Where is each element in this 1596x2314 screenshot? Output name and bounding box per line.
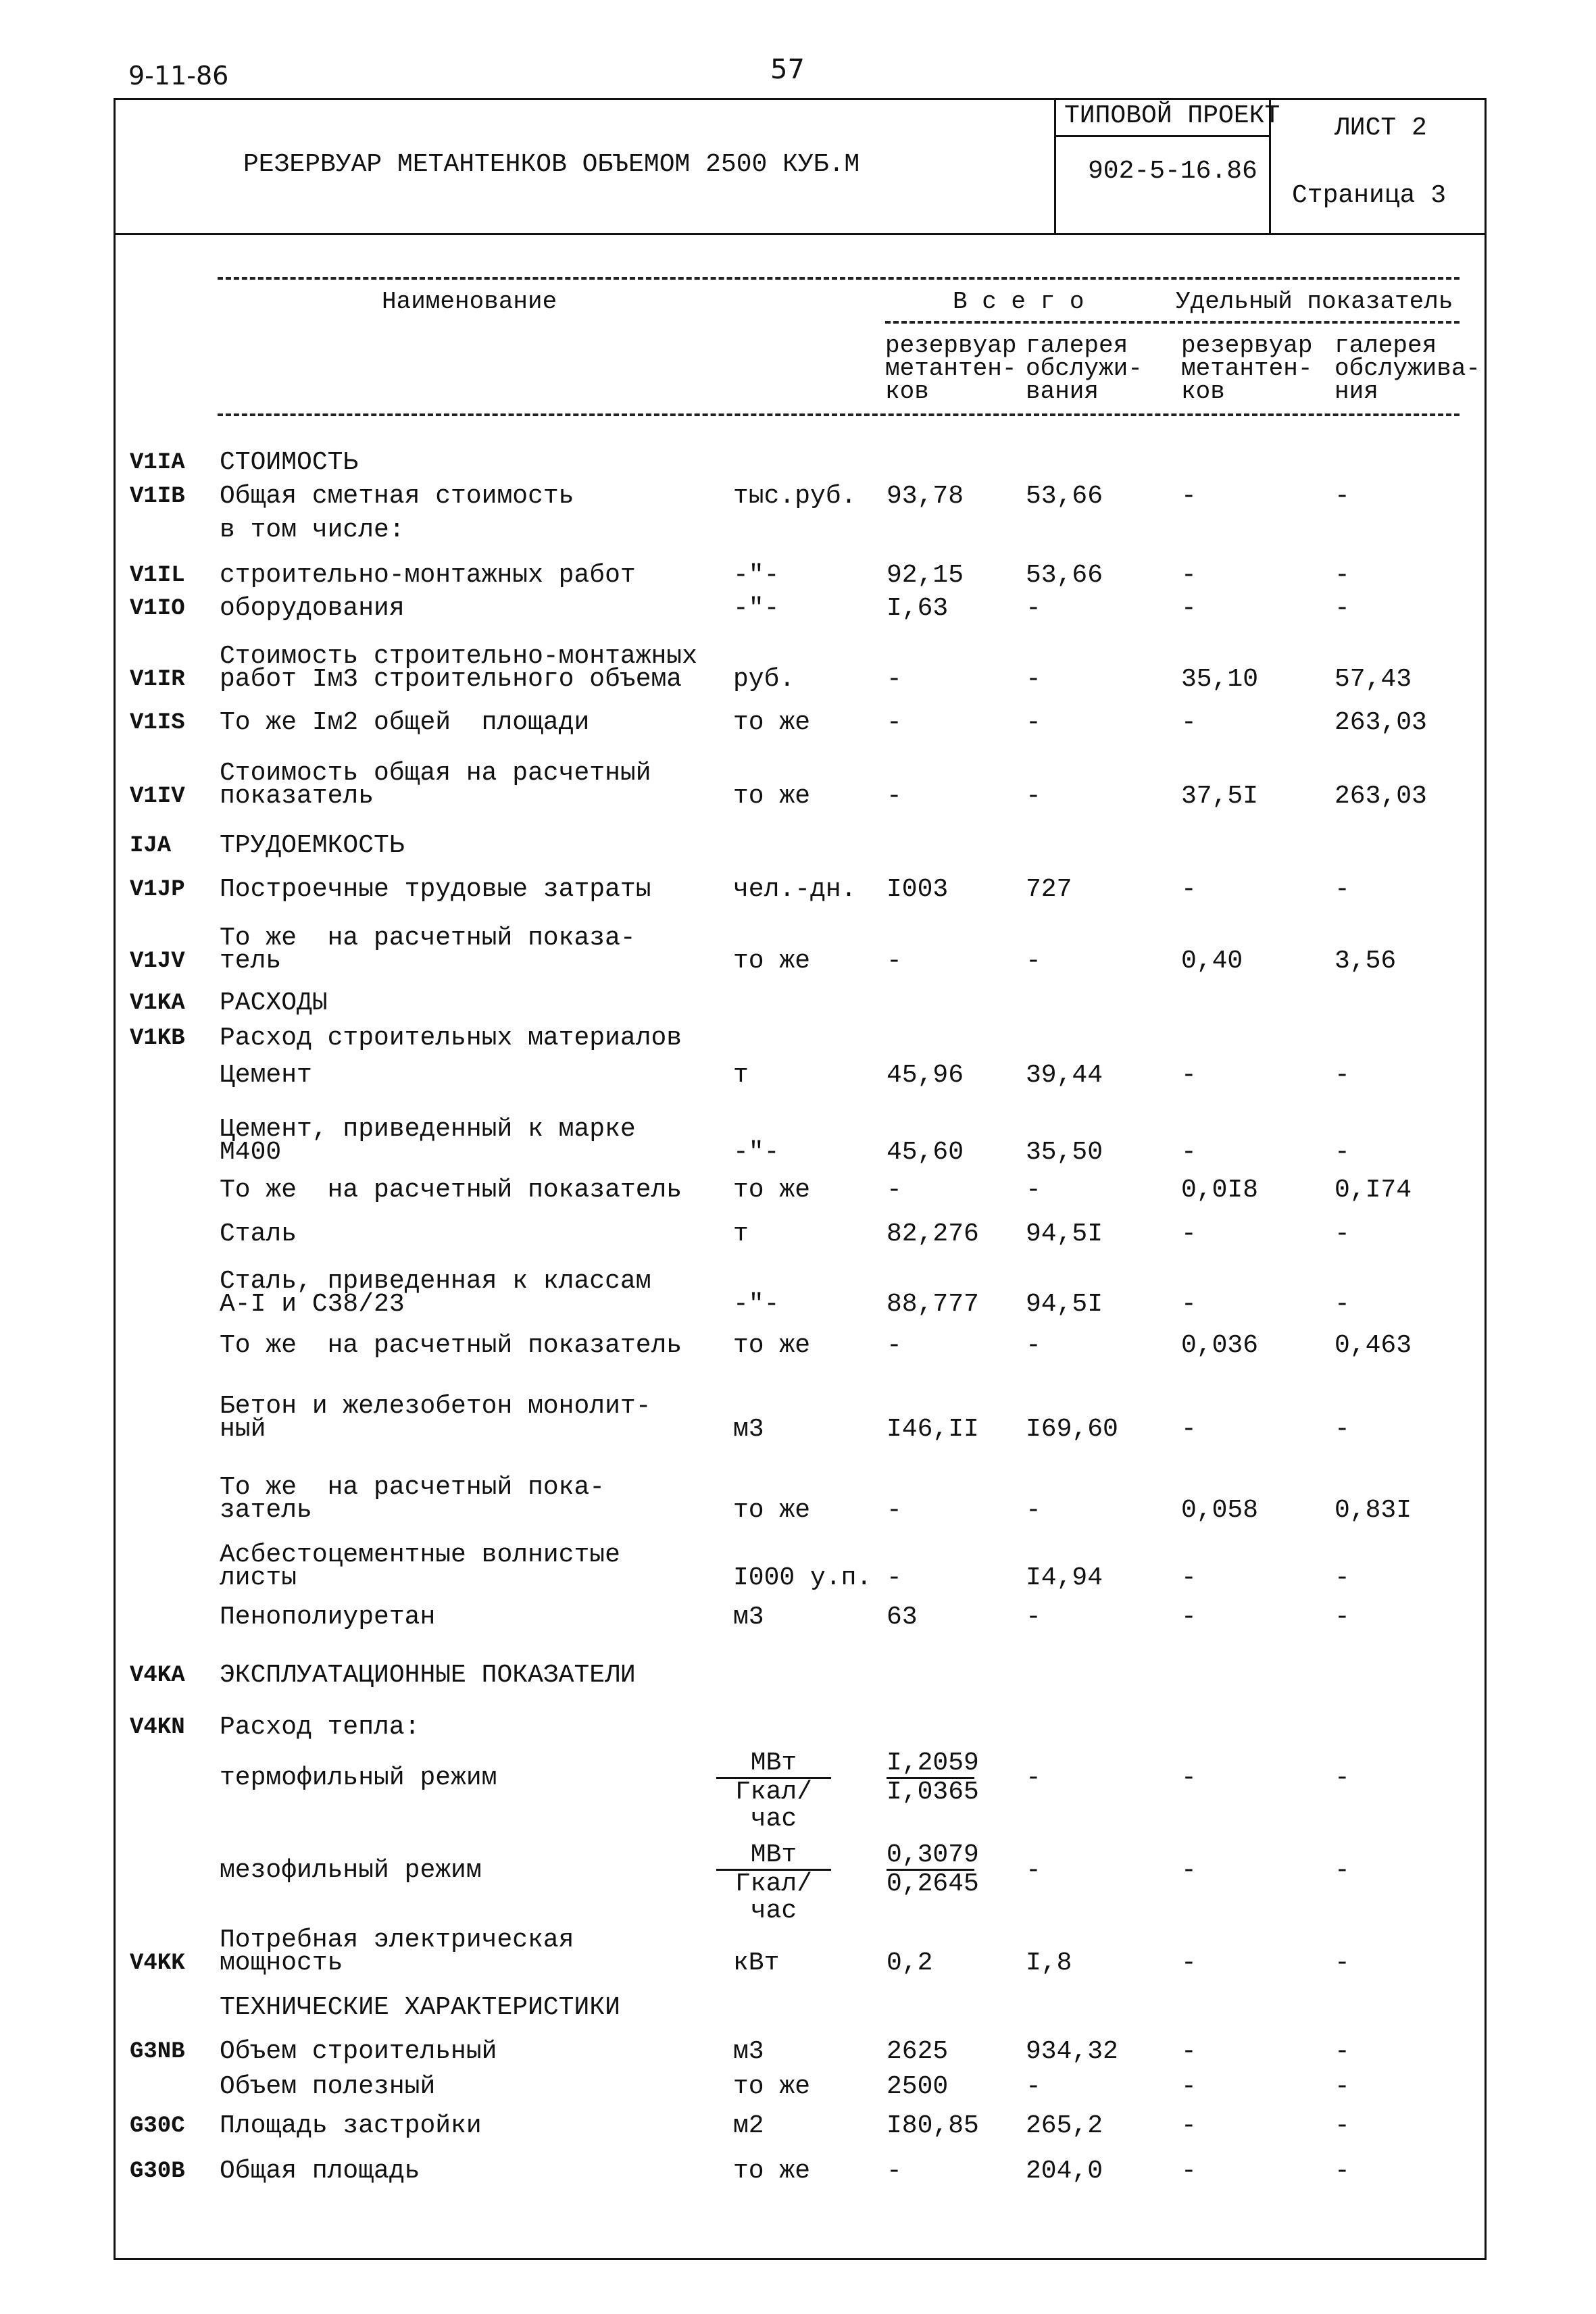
cell-v3: - [1181, 594, 1197, 623]
table-row [0, 831, 1596, 875]
cell-v2: 35,50 [1026, 1138, 1103, 1167]
cell-v2: I69,60 [1026, 1415, 1118, 1444]
header-divider-1 [1054, 98, 1056, 233]
cell-v4: - [1335, 482, 1350, 511]
cell-name: Площадь застройки [220, 2111, 482, 2140]
cell-name: То же на расчетный показатель [220, 1331, 682, 1360]
page-label: Страница 3 [1292, 181, 1447, 210]
cell-v4: 263,03 [1335, 782, 1427, 811]
sheet-number: ЛИСТ 2 [1335, 114, 1427, 143]
cell-code: V1IS [130, 710, 185, 736]
cell-name: Пенополиуретан [220, 1603, 436, 1632]
cell-v4: - [1335, 2072, 1350, 2101]
cell-v4: 263,03 [1335, 708, 1427, 737]
table-row [0, 515, 1596, 559]
cell-name: Расход тепла: [220, 1713, 420, 1742]
cell-v4: - [1335, 2037, 1350, 2066]
cell-unit: чел.-дн. [733, 875, 857, 904]
cell-v1: - [887, 947, 902, 976]
cell-v3: - [1181, 2157, 1197, 2186]
cell-v2: - [1026, 1603, 1041, 1632]
cell-v3: 37,5I [1181, 782, 1259, 811]
cell-unit: то же [733, 1496, 811, 1525]
cell-v1: 82,276 [887, 1219, 979, 1249]
cell-v3: - [1181, 1415, 1197, 1444]
cell-v1: 45,60 [887, 1138, 964, 1167]
cell-v2: - [1026, 2072, 1041, 2101]
table-row [0, 875, 1596, 919]
cell-v2: - [1026, 665, 1041, 694]
cell-unit: то же [733, 1176, 811, 1205]
project-code: 902-5-16.86 [1088, 157, 1257, 186]
cell-v1: I46,II [887, 1415, 979, 1444]
document-title: РЕЗЕРВУАР МЕТАНТЕНКОВ ОБЪЕМОМ 2500 КУБ.М [243, 150, 860, 179]
cell-name: РАСХОДЫ [220, 988, 328, 1017]
cell-v1: I80,85 [887, 2111, 979, 2140]
cell-code: V1IR [130, 667, 185, 693]
table-row [0, 1993, 1596, 2037]
table-row [0, 594, 1596, 638]
meso-value-fraction: $\frac{0,3079}{0,2645}$ [887, 1840, 979, 1898]
cell-name: Цемент [220, 1061, 312, 1090]
cell-v2: I,8 [1026, 1948, 1072, 1978]
cell-v1: - [887, 1563, 902, 1592]
cell-unit: то же [733, 947, 811, 976]
cell-code: V1IB [130, 484, 185, 509]
cell-v3: - [1181, 1290, 1197, 1319]
cell-v3: 0,036 [1181, 1331, 1259, 1360]
cell-v4: - [1335, 1856, 1350, 1885]
cell-v3: - [1181, 1603, 1197, 1632]
cell-name: ТРУДОЕМКОСТЬ [220, 831, 405, 860]
cell-v3: 0,0I8 [1181, 1176, 1259, 1205]
cell-v2: 53,66 [1026, 561, 1103, 590]
cell-v3: 35,10 [1181, 665, 1259, 694]
cell-v2: 94,5I [1026, 1219, 1103, 1249]
cell-v3: - [1181, 1563, 1197, 1592]
cell-v4: 3,56 [1335, 947, 1397, 976]
col-specific-header: Удельный показатель [1176, 288, 1453, 316]
cell-code: V1JP [130, 877, 185, 903]
cell-unit: м3 [733, 1415, 764, 1444]
cell-v2: - [1026, 1763, 1041, 1792]
cell-v2: - [1026, 782, 1041, 811]
cell-v2: I4,94 [1026, 1563, 1103, 1592]
cell-v3: - [1181, 1219, 1197, 1249]
cell-v1: I003 [887, 875, 949, 904]
cell-code: V1KB [130, 1026, 185, 1051]
cell-v2: - [1026, 1331, 1041, 1360]
cell-v1: - [887, 782, 902, 811]
cell-v4: - [1335, 1948, 1350, 1978]
cell-name: Сталь [220, 1219, 297, 1249]
cell-name: оборудования [220, 594, 405, 623]
thermo-value-fraction: $\frac{I,2059}{I,0365}$ [887, 1749, 979, 1807]
cell-v1: 92,15 [887, 561, 964, 590]
cell-unit: м3 [733, 2037, 764, 2066]
cell-unit: -"- [733, 1138, 780, 1167]
cell-v2: - [1026, 1856, 1041, 1885]
cell-v1: 63 [887, 1603, 918, 1632]
cell-v2: 727 [1026, 875, 1072, 904]
cell-code: V4KK [130, 1951, 185, 1976]
cell-code: V1IO [130, 596, 185, 622]
cell-v4: 0,463 [1335, 1331, 1412, 1360]
cell-v4: 0,83I [1335, 1496, 1412, 1525]
cell-name: Цемент, приведенный к марке М400 [220, 1115, 636, 1167]
col-total-header: В с е г о [953, 288, 1084, 316]
cell-v2: 39,44 [1026, 1061, 1103, 1090]
cell-v1: - [887, 1176, 902, 1205]
cell-v3: - [1181, 2072, 1197, 2101]
cell-name: Объем строительный [220, 2037, 497, 2066]
table-row [0, 2072, 1596, 2116]
project-label-line [1054, 135, 1269, 137]
page-number: 57 [770, 54, 805, 85]
cell-name: в том числе: [220, 515, 405, 545]
col-sp-reservoir-header: резервуар метантен- ков [1181, 332, 1313, 405]
cell-unit: -"- [733, 594, 780, 623]
header-dash-top [218, 277, 1460, 280]
cell-code: G3NB [130, 2039, 185, 2065]
cell-name: термофильный режим [220, 1763, 497, 1792]
cell-v4: - [1335, 2111, 1350, 2140]
project-label: ТИПОВОЙ ПРОЕКТ [1064, 101, 1280, 130]
document-date: 9-11-86 [128, 61, 229, 91]
cell-v2: - [1026, 1496, 1041, 1525]
cell-code: V4KN [130, 1715, 185, 1740]
cell-code: IJA [130, 833, 172, 859]
table-row [0, 1219, 1596, 1263]
cell-v3: - [1181, 1061, 1197, 1090]
cell-v4: - [1335, 2157, 1350, 2186]
cell-v4: - [1335, 875, 1350, 904]
cell-v2: 204,0 [1026, 2157, 1103, 2186]
cell-v2: 934,32 [1026, 2037, 1118, 2066]
cell-v1: 88,777 [887, 1290, 979, 1319]
cell-name: Построечные трудовые затраты [220, 875, 651, 904]
cell-name: Асбестоцементные волнистые листы [220, 1540, 620, 1592]
cell-unit: м2 [733, 2111, 764, 2140]
cell-unit: м3 [733, 1603, 764, 1632]
cell-name: Расход строительных материалов [220, 1024, 682, 1053]
cell-name: Стоимость общая на расчетный показатель [220, 759, 651, 811]
cell-unit: то же [733, 708, 811, 737]
table-row [0, 1115, 1596, 1167]
cell-code: G30C [130, 2113, 185, 2139]
cell-unit: тыс.руб. [733, 482, 857, 511]
cell-name: Стоимость строительно-монтажных работ Iм3 строительного объема [220, 642, 697, 694]
cell-v4: - [1335, 1290, 1350, 1319]
cell-v1: I,63 [887, 594, 949, 623]
col-sp-gallery-header: галерея обслужива- ния [1335, 332, 1481, 405]
cell-v2: 94,5I [1026, 1290, 1103, 1319]
cell-name: ЭКСПЛУАТАЦИОННЫЕ ПОКАЗАТЕЛИ [220, 1661, 636, 1690]
cell-name: мезофильный режим [220, 1856, 482, 1885]
table-row [0, 924, 1596, 976]
cell-v4: - [1335, 1415, 1350, 1444]
cell-v1: 93,78 [887, 482, 964, 511]
cell-name: То же на расчетный пока- затель [220, 1473, 605, 1525]
cell-unit: то же [733, 2157, 811, 2186]
cell-v1: 45,96 [887, 1061, 964, 1090]
cell-v3: - [1181, 482, 1197, 511]
table-row [0, 642, 1596, 694]
cell-unit: т [733, 1061, 749, 1090]
cell-v1: - [887, 708, 902, 737]
cell-v1: 0,2 [887, 1948, 933, 1978]
table-row [0, 1267, 1596, 1319]
col-gallery-header: галерея обслужи- вания [1026, 332, 1143, 405]
cell-name: Сталь, приведенная к классам А-I и С38/23 [220, 1267, 651, 1319]
cell-unit: -"- [733, 561, 780, 590]
cell-name: Бетон и железобетон монолит- ный [220, 1392, 651, 1444]
cell-v3: - [1181, 1948, 1197, 1978]
cell-v4: - [1335, 594, 1350, 623]
cell-v1: - [887, 665, 902, 694]
cell-code: V1KA [130, 990, 185, 1016]
table-row [0, 1540, 1596, 1592]
header-dash-mid [885, 321, 1460, 324]
table-row [0, 1331, 1596, 1375]
cell-v3: - [1181, 875, 1197, 904]
cell-v1: 2500 [887, 2072, 949, 2101]
cell-code: V1IV [130, 784, 185, 809]
cell-v4: - [1335, 561, 1350, 590]
cell-code: G30B [130, 2159, 185, 2184]
table-row [0, 1061, 1596, 1105]
cell-v2: - [1026, 1176, 1041, 1205]
cell-unit: то же [733, 1331, 811, 1360]
cell-unit: т [733, 1219, 749, 1249]
table-row [0, 1392, 1596, 1444]
cell-name: Объем полезный [220, 2072, 436, 2101]
table-row [0, 1603, 1596, 1646]
cell-v3: - [1181, 2037, 1197, 2066]
table-row [0, 1926, 1596, 1978]
cell-code: V1IA [130, 450, 185, 476]
cell-v3: - [1181, 1763, 1197, 1792]
thermo-unit-fraction: МВт Гкал/час [716, 1750, 831, 1833]
cell-unit: руб. [733, 665, 795, 694]
cell-code: V1IL [130, 563, 185, 588]
table-row [0, 1473, 1596, 1525]
cell-v3: 0,40 [1181, 947, 1243, 976]
header-dash-bottom [218, 413, 1460, 416]
cell-v2: 53,66 [1026, 482, 1103, 511]
cell-v1: - [887, 1331, 902, 1360]
table-row [0, 1176, 1596, 1219]
col-reservoir-header: резервуар метантен- ков [885, 332, 1017, 405]
cell-v4: 57,43 [1335, 665, 1412, 694]
cell-v3: - [1181, 1138, 1197, 1167]
cell-v3: - [1181, 1856, 1197, 1885]
cell-name: Потребная электрическая мощность [220, 1926, 574, 1978]
cell-v1: - [887, 1496, 902, 1525]
cell-name: СТОИМОСТЬ [220, 448, 359, 477]
cell-v1: 2625 [887, 2037, 949, 2066]
cell-unit: то же [733, 2072, 811, 2101]
cell-name: То же на расчетный показа- тель [220, 924, 636, 976]
table-row [0, 2111, 1596, 2155]
cell-v3: - [1181, 561, 1197, 590]
cell-unit: кВт [733, 1948, 780, 1978]
col-name-header: Наименование [382, 288, 557, 316]
cell-unit: то же [733, 782, 811, 811]
cell-name: ТЕХНИЧЕСКИЕ ХАРАКТЕРИСТИКИ [220, 1993, 620, 2022]
cell-v2: - [1026, 594, 1041, 623]
table-row [0, 759, 1596, 811]
cell-name: То же на расчетный показатель [220, 1176, 682, 1205]
cell-v4: - [1335, 1061, 1350, 1090]
cell-v2: - [1026, 708, 1041, 737]
meso-unit-fraction: МВт Гкал/час [716, 1842, 831, 1925]
cell-v4: - [1335, 1219, 1350, 1249]
cell-v3: 0,058 [1181, 1496, 1259, 1525]
cell-name: То же Iм2 общей площади [220, 708, 590, 737]
cell-v4: - [1335, 1763, 1350, 1792]
cell-v2: 265,2 [1026, 2111, 1103, 2140]
cell-v4: - [1335, 1563, 1350, 1592]
cell-v4: - [1335, 1603, 1350, 1632]
cell-v2: - [1026, 947, 1041, 976]
cell-name: Общая площадь [220, 2157, 420, 2186]
cell-code: V1JV [130, 949, 185, 974]
header-bottom-line [114, 233, 1487, 235]
table-row [0, 1661, 1596, 1705]
cell-v3: - [1181, 2111, 1197, 2140]
cell-v4: - [1335, 1138, 1350, 1167]
cell-name: Общая сметная стоимость [220, 482, 574, 511]
cell-unit: -"- [733, 1290, 780, 1319]
table-row [0, 708, 1596, 752]
cell-v4: 0,I74 [1335, 1176, 1412, 1205]
table-row [0, 2157, 1596, 2200]
cell-code: V4KA [130, 1663, 185, 1688]
cell-unit: I000 у.п. [733, 1563, 872, 1592]
cell-name: строительно-монтажных работ [220, 561, 636, 590]
cell-v3: - [1181, 708, 1197, 737]
cell-v1: - [887, 2157, 902, 2186]
